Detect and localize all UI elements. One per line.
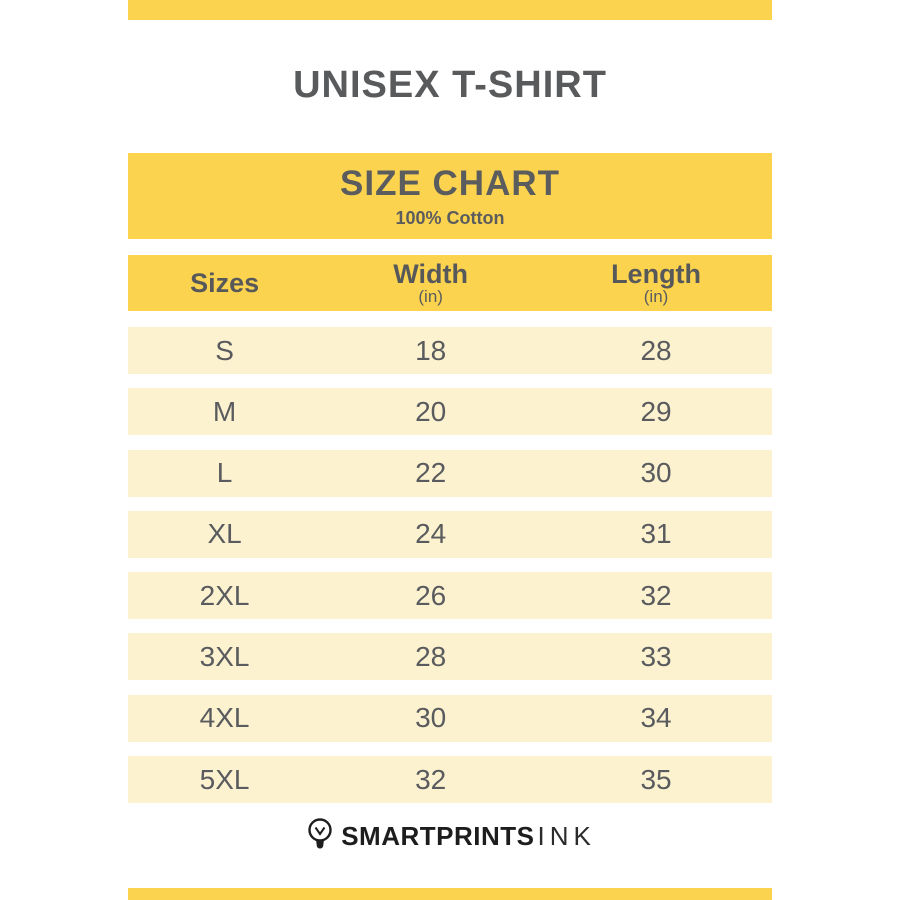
brand-name-bold: SMARTPRINTS (341, 820, 535, 851)
header-length (540, 260, 772, 306)
cell-width: 20 (415, 395, 447, 427)
banner-subtitle: 100% Cotton (395, 207, 505, 228)
cell-length: 35 (640, 763, 672, 795)
banner-title: SIZE CHART (340, 163, 560, 203)
cell-size: M (212, 395, 237, 427)
cell-width: 30 (415, 702, 447, 734)
cell-size: XL (207, 518, 242, 550)
cell-length: 28 (640, 334, 672, 366)
brand-logo (0, 814, 900, 858)
cell-size: 2XL (199, 579, 250, 611)
cell-size: L (216, 457, 233, 489)
top-accent-bar (128, 0, 772, 20)
table-row (128, 695, 772, 742)
table-row (128, 327, 772, 374)
size-chart-banner (128, 153, 772, 239)
header-width (321, 260, 540, 306)
table-row (128, 511, 772, 558)
table-row (128, 756, 772, 803)
cell-width: 22 (415, 457, 447, 489)
cell-width: 26 (415, 579, 447, 611)
table-row (128, 572, 772, 619)
cell-width: 24 (415, 518, 447, 550)
cell-length: 34 (640, 702, 672, 734)
table-row (128, 633, 772, 680)
cell-size: S (215, 334, 234, 366)
table-row (128, 388, 772, 435)
cell-length: 29 (640, 395, 672, 427)
lightbulb-icon (304, 817, 336, 855)
header-sizes (128, 269, 321, 297)
cell-width: 28 (415, 640, 447, 672)
page-title: UNISEX T-SHIRT (293, 64, 607, 106)
cell-width: 32 (415, 763, 447, 795)
cell-length: 30 (640, 457, 672, 489)
header-length-label: Length (611, 258, 702, 289)
bottom-accent-bar (128, 888, 772, 900)
header-length-unit: (in) (643, 287, 669, 307)
cell-length: 32 (640, 579, 672, 611)
table-row (128, 450, 772, 497)
header-sizes-label: Sizes (190, 267, 260, 298)
cell-size: 4XL (199, 702, 250, 734)
cell-length: 33 (640, 640, 672, 672)
table-header-row (128, 255, 772, 311)
cell-size: 3XL (199, 640, 250, 672)
cell-size: 5XL (199, 763, 250, 795)
cell-length: 31 (640, 518, 672, 550)
size-table-body (128, 327, 772, 803)
brand-name-light: INK (537, 820, 596, 851)
header-width-unit: (in) (418, 287, 443, 307)
cell-width: 18 (415, 334, 447, 366)
header-width-label: Width (393, 258, 469, 289)
